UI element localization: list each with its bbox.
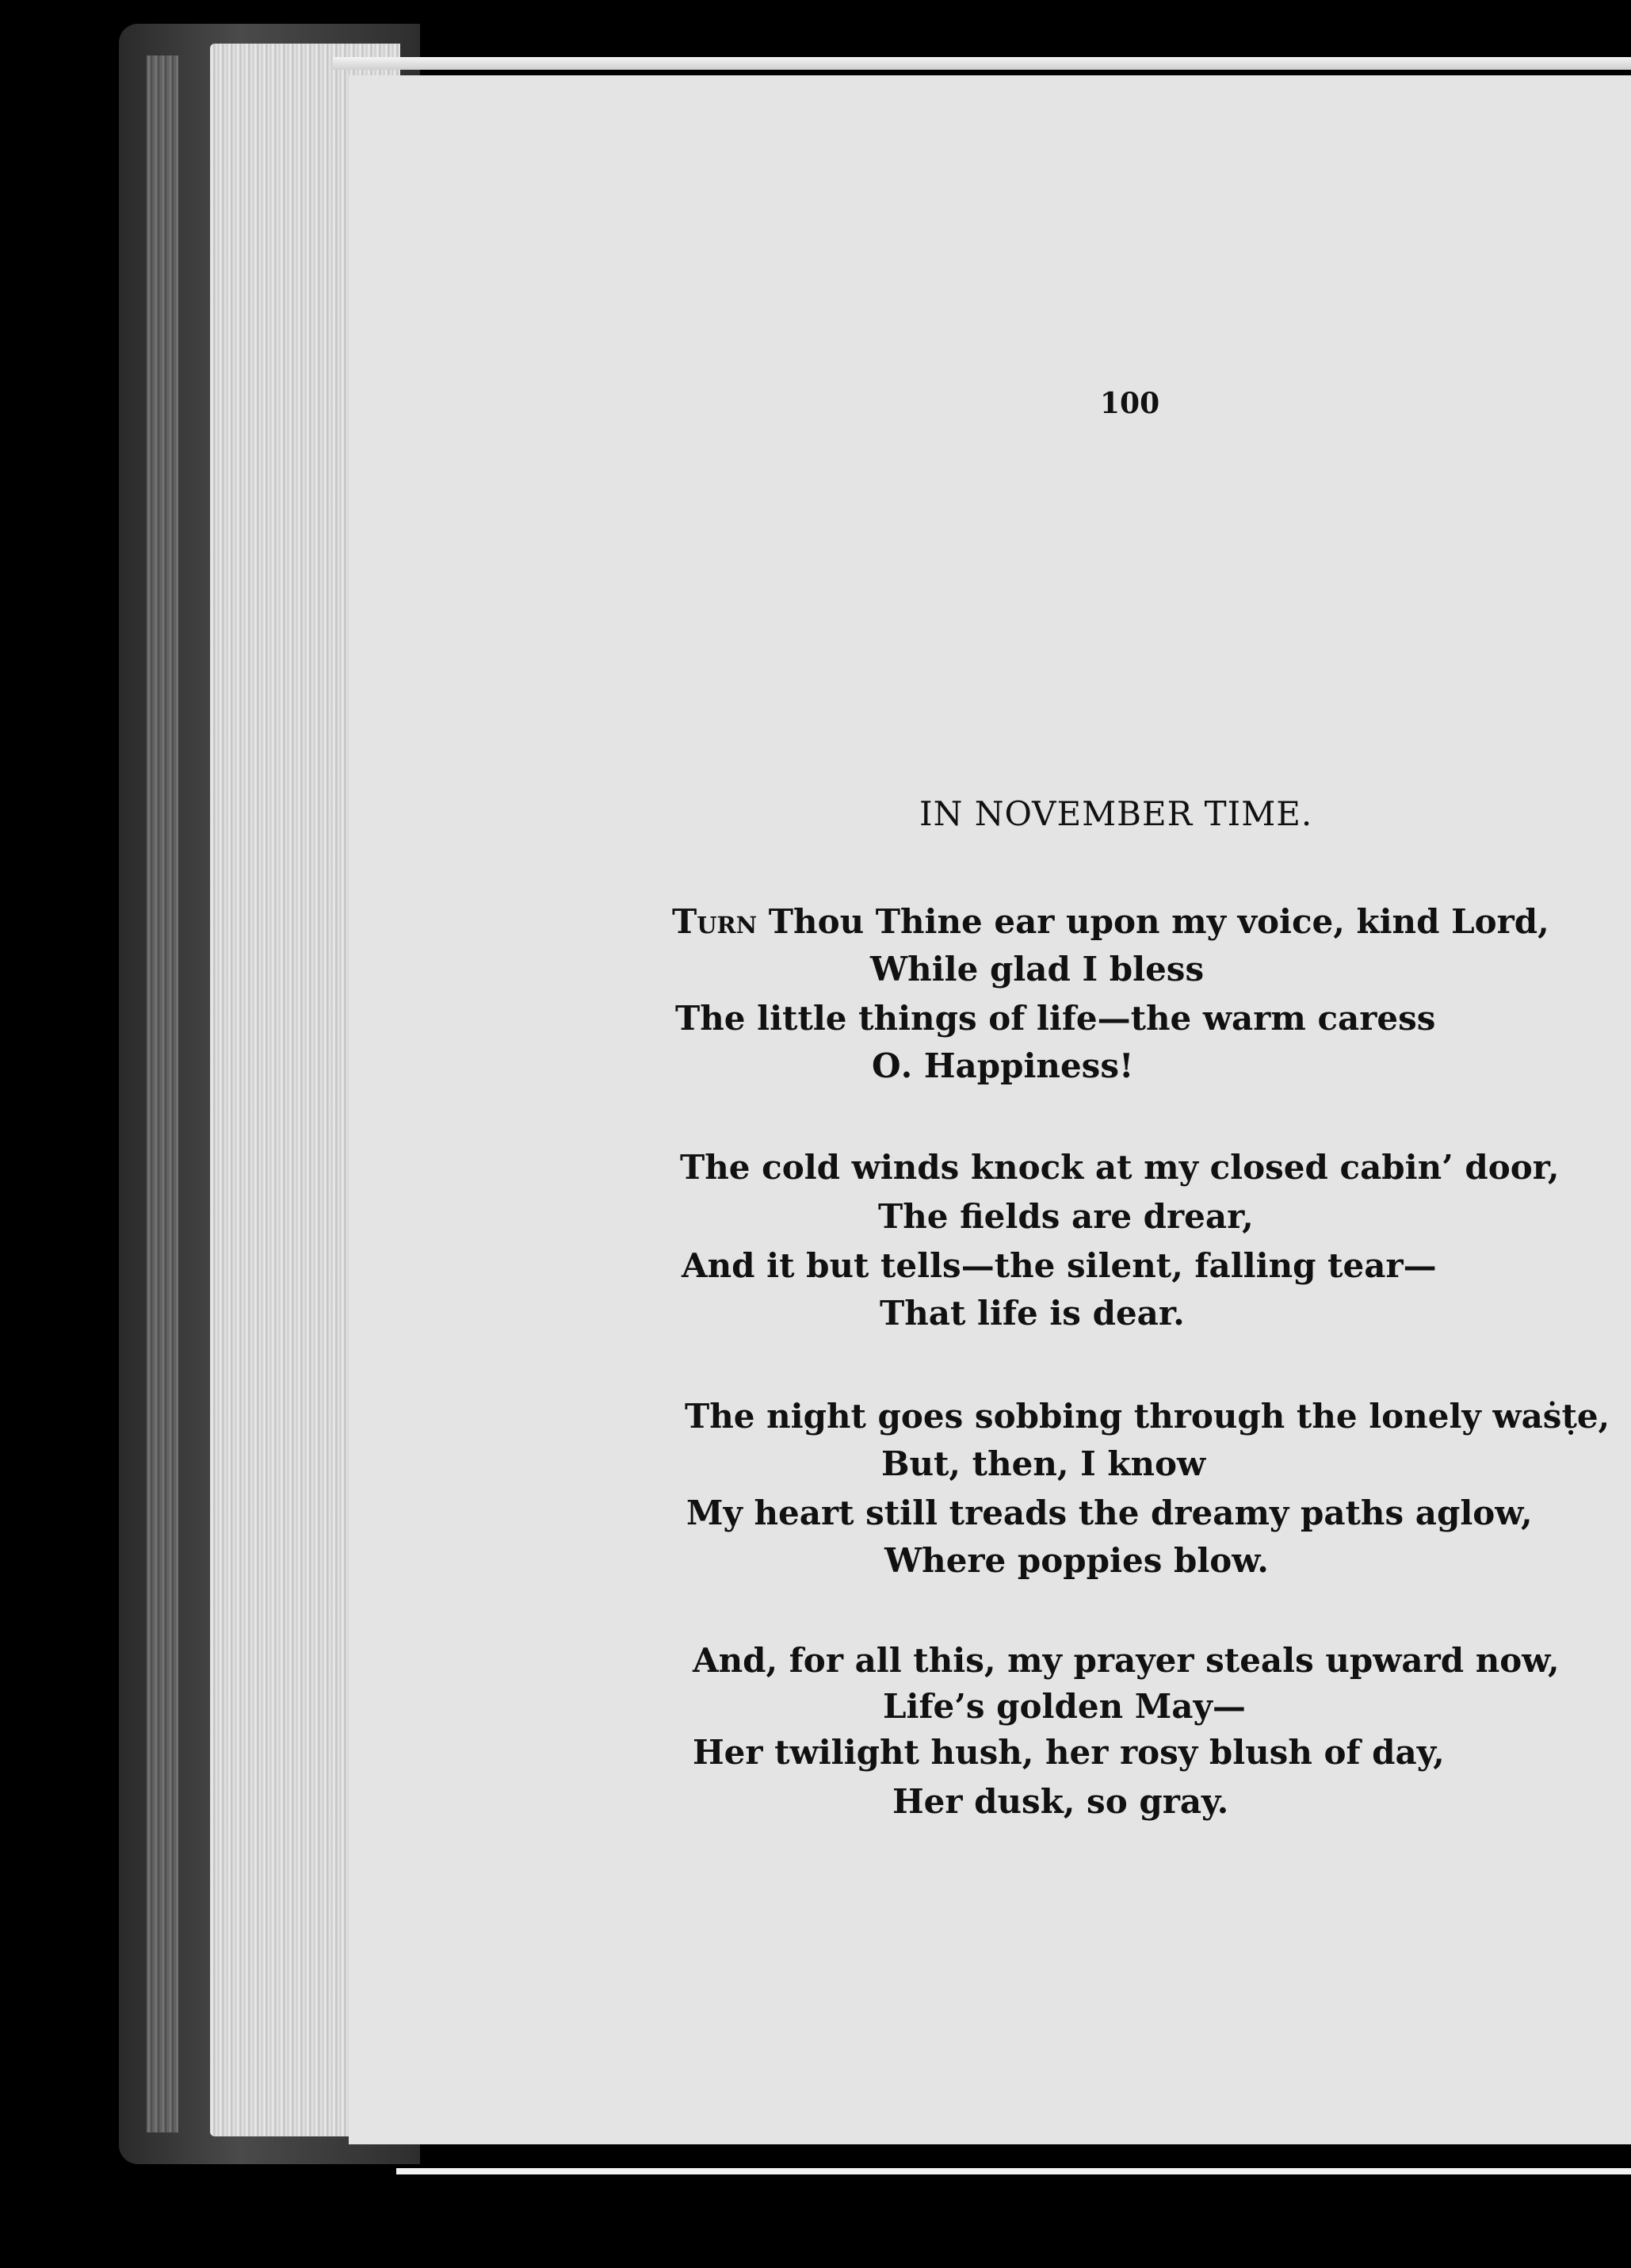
poem-title: IN NOVEMBER TIME.: [919, 794, 1313, 833]
poem-line: The night goes sobbing through the lonely waṡṭe,: [685, 1397, 1610, 1436]
book-page: [349, 75, 1631, 2144]
page-number: 100: [1100, 387, 1160, 420]
poem-line: Turn Thou Thine ear upon my voice, kind Lord,: [672, 902, 1549, 941]
poem-line: Life’s golden May—: [883, 1687, 1246, 1726]
poem-line: The fields are drear,: [878, 1197, 1254, 1236]
poem-line: O․ Happiness!: [872, 1046, 1134, 1085]
poem-line: And it but tells—the silent, falling tear—: [682, 1246, 1437, 1285]
poem-line: And, for all this, my prayer steals upward now,: [693, 1641, 1560, 1680]
poem-line: My heart still treads the dreamy paths aglow,: [686, 1494, 1533, 1532]
poem-line: Where poppies blow.: [884, 1541, 1269, 1580]
poem-line: The cold winds knock at my closed cabin’ door,: [680, 1148, 1560, 1187]
book-spine-edge: [147, 55, 178, 2132]
drop-word: Turn: [672, 902, 758, 941]
poem-line: That life is dear.: [880, 1294, 1185, 1333]
poem-line: Her twilight hush, her rosy blush of day,: [693, 1733, 1445, 1772]
page-bottom-edge: [396, 2168, 1631, 2174]
poem-line: But, then, I know: [881, 1444, 1206, 1483]
page-top-edge: [333, 57, 1631, 70]
poem-line: The little things of life—the warm caress: [675, 999, 1436, 1038]
poem-line: Her dusk, so gray.: [892, 1782, 1229, 1821]
poem-line: While glad I bless: [870, 950, 1205, 989]
